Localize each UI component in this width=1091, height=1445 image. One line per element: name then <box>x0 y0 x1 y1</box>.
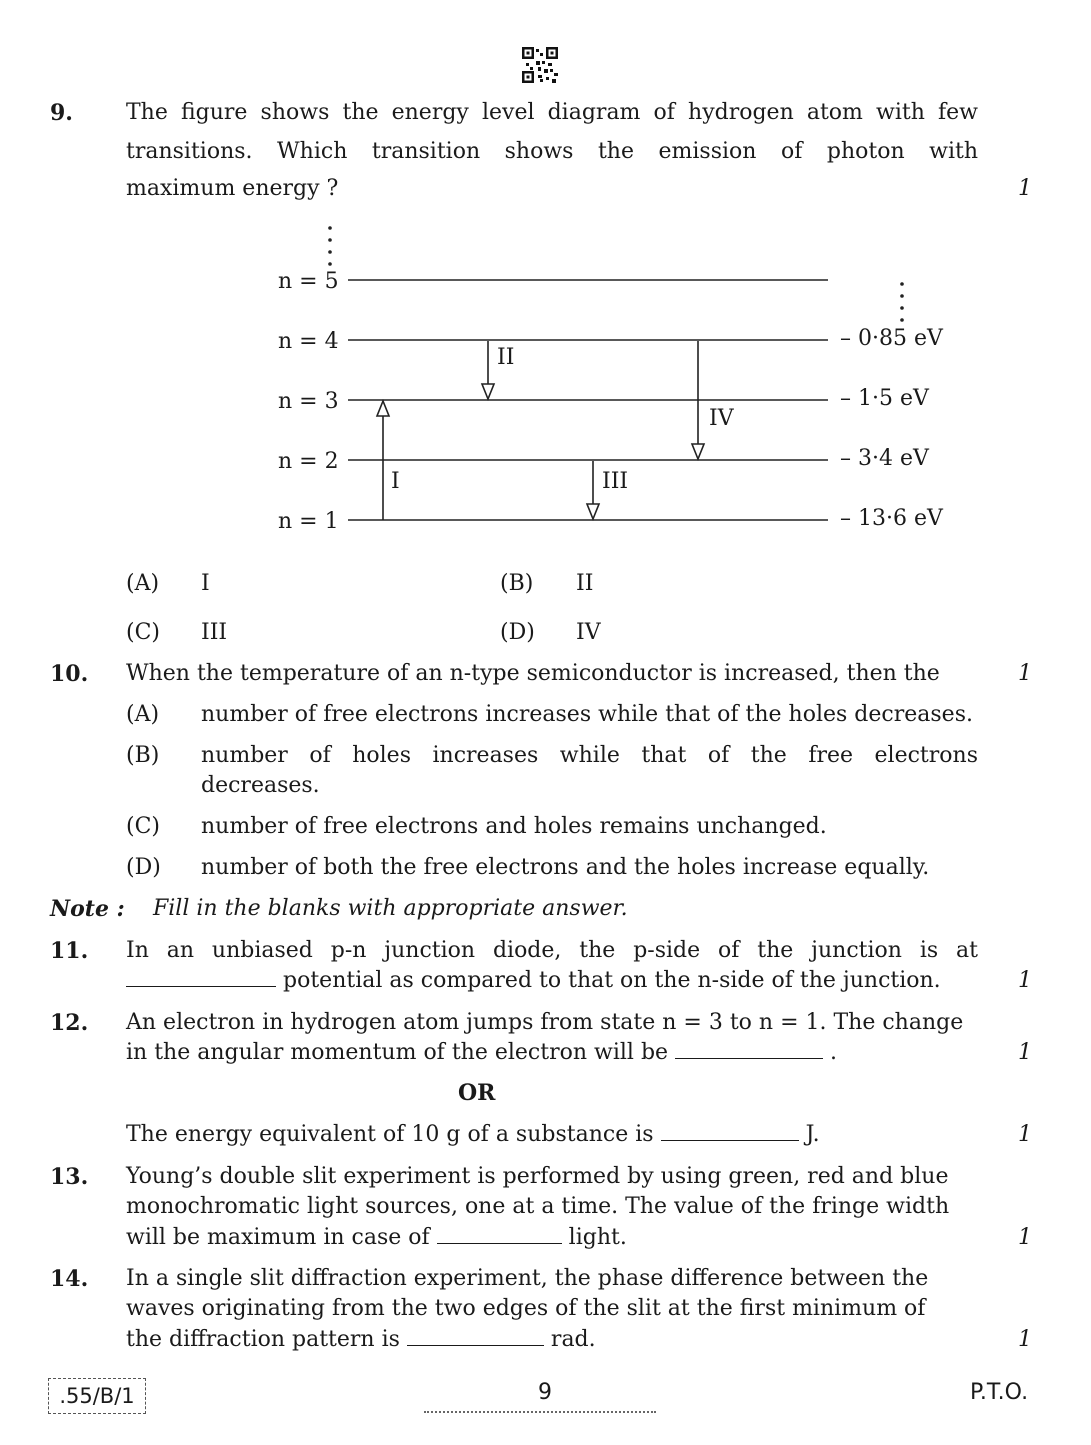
answer-blank <box>437 1225 562 1244</box>
marks-label: 1 <box>1018 968 1032 993</box>
level-label-n3: n = 3 <box>278 389 339 414</box>
question-text-fragment: J. <box>805 1122 820 1147</box>
marks-label: 1 <box>1018 661 1032 686</box>
option-key: (B) <box>500 571 534 596</box>
transition-label-ii: II <box>497 345 515 370</box>
option-text: decreases. <box>201 773 320 798</box>
answer-blank <box>407 1327 544 1346</box>
question-text-line: waves originating from the two edges of the slit at the first minimum of <box>126 1296 926 1321</box>
transition-label-iv: IV <box>709 406 734 431</box>
transition-label-iii: III <box>602 469 629 494</box>
option-key: (C) <box>126 620 160 645</box>
marks-label: 1 <box>1018 1122 1032 1147</box>
question-text-line: transitions. Which transition shows the emission of photon with <box>126 139 978 164</box>
footer-divider <box>424 1411 656 1413</box>
question-text-fragment: will be maximum in case of <box>126 1225 430 1250</box>
question-text-line <box>126 1223 627 1253</box>
option-key: (A) <box>126 571 160 596</box>
question-text-line <box>126 966 941 996</box>
question-text-line: In an unbiased p-n junction diode, the p-side of the junction is at <box>126 938 978 963</box>
question-text-fragment: potential as compared to that on the n-side of the junction. <box>283 968 941 993</box>
question-text-line: monochromatic light sources, one at a time. The value of the fringe width <box>126 1194 950 1219</box>
question-text-line: Young’s double slit experiment is performed by using green, red and blue <box>126 1164 949 1189</box>
page-number: 9 <box>538 1380 552 1405</box>
question-text-line: When the temperature of an n-type semiconductor is increased, then the <box>126 661 940 686</box>
question-text-fragment: The energy equivalent of 10 g of a substance is <box>126 1122 654 1147</box>
transition-label-i: I <box>391 469 400 494</box>
option-key: (C) <box>126 814 160 839</box>
question-number: 14. <box>50 1266 89 1292</box>
question-text-line <box>126 1120 820 1150</box>
marks-label: 1 <box>1018 1327 1032 1352</box>
option-key: (D) <box>500 620 535 645</box>
note-text: Fill in the blanks with appropriate answer. <box>153 896 628 921</box>
question-text-line: An electron in hydrogen atom jumps from state n = 3 to n = 1. The change <box>126 1010 964 1035</box>
option-text: number of holes increases while that of the free electrons <box>201 743 978 768</box>
pto-label: P.T.O. <box>970 1380 1029 1405</box>
question-text-fragment: light. <box>568 1225 627 1250</box>
question-text-fragment: . <box>830 1040 838 1065</box>
question-number: 9. <box>50 100 73 126</box>
option-text: number of free electrons and holes remains unchanged. <box>201 814 827 839</box>
answer-blank <box>126 968 276 987</box>
question-number: 11. <box>50 938 89 964</box>
marks-label: 1 <box>1018 1040 1032 1065</box>
option-key: (D) <box>126 855 161 880</box>
option-key: (A) <box>126 702 160 727</box>
note-label: Note : <box>50 896 125 922</box>
option-text: II <box>576 571 594 596</box>
question-text-fragment: in the angular momentum of the electron will be <box>126 1040 669 1065</box>
question-number: 12. <box>50 1010 89 1036</box>
option-text: I <box>201 571 210 596</box>
answer-blank <box>675 1040 823 1059</box>
level-label-n5: n = 5 <box>278 269 339 294</box>
question-text-line: maximum energy ? <box>126 176 339 201</box>
question-text-fragment: rad. <box>550 1327 596 1352</box>
energy-value-n2: – 3·4 eV <box>840 446 929 471</box>
option-text: III <box>201 620 228 645</box>
paper-code: .55/B/1 <box>48 1378 146 1414</box>
marks-label: 1 <box>1018 1225 1032 1250</box>
question-text-line <box>126 1038 837 1068</box>
option-key: (B) <box>126 743 160 768</box>
marks-label: 1 <box>1018 176 1032 201</box>
energy-value-n3: – 1·5 eV <box>840 386 929 411</box>
question-number: 13. <box>50 1164 89 1190</box>
question-text-line <box>126 1325 596 1355</box>
answer-blank <box>661 1122 799 1141</box>
or-label: OR <box>458 1080 496 1106</box>
option-text: number of free electrons increases while that of the holes decreases. <box>201 702 973 727</box>
question-text-fragment: the diffraction pattern is <box>126 1327 400 1352</box>
level-label-n4: n = 4 <box>278 329 339 354</box>
level-label-n1: n = 1 <box>278 509 339 534</box>
level-label-n2: n = 2 <box>278 449 339 474</box>
energy-value-n4: – 0·85 eV <box>840 326 943 351</box>
energy-value-n1: – 13·6 eV <box>840 506 943 531</box>
question-text-line: The figure shows the energy level diagram of hydrogen atom with few <box>126 100 978 125</box>
energy-level-diagram <box>0 0 1091 560</box>
question-number: 10. <box>50 661 89 687</box>
option-text: IV <box>576 620 601 645</box>
question-text-line: In a single slit diffraction experiment, the phase difference between the <box>126 1266 929 1291</box>
option-text: number of both the free electrons and the holes increase equally. <box>201 855 930 880</box>
